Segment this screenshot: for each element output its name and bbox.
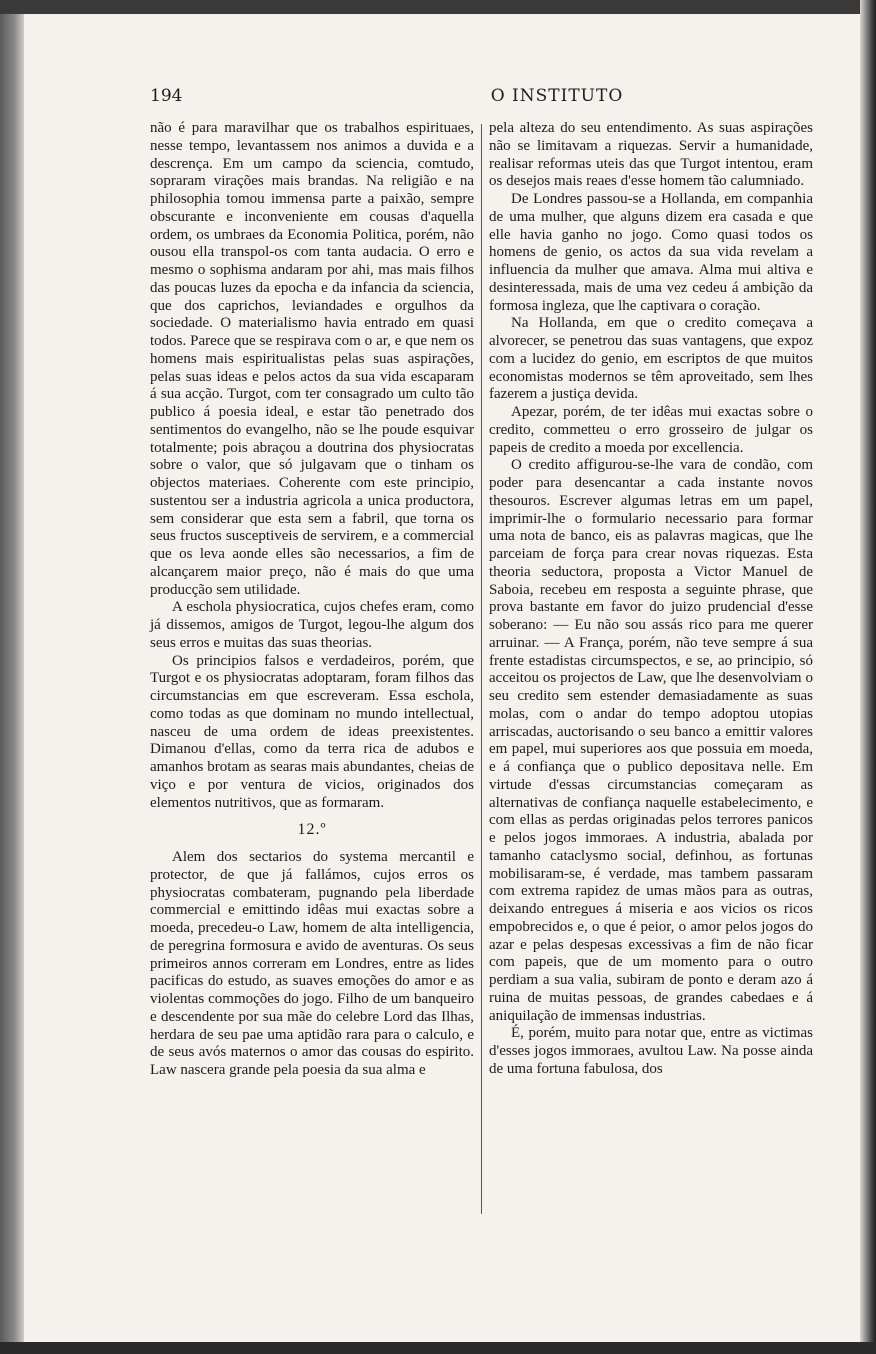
- paragraph: pela alteza do seu entendimento. As suas aspirações não se limitavam a riquezas. Servir a humanidade, realisar reformas uteis das que Turgot intentou, eram os desejos mais reaes d'esse homem tão calumniado.: [489, 120, 813, 190]
- journal-title: O INSTITUTO: [490, 86, 624, 106]
- paragraph: Os principios falsos e verdadeiros, porém, que Turgot e os physiocratas adoptaram, foram filhos das circumstancias em que escreveram. Essa eschola, como todas as que dominam no mundo intellectual, nasceu de uma ordem de ideas preexistentes. Dimanou d'ellas, como da terra rica de adubos e amanhos brotam as searas mais abundantes, cheias de viço e por ventura de vicios, originados dos elementos nutritivos, que as formaram.: [150, 652, 474, 811]
- book-spine-edge: [0, 14, 24, 1354]
- section-heading: 12.º: [297, 821, 327, 839]
- scan-bottom-edge: [0, 1342, 876, 1354]
- paragraph: De Londres passou-se a Hollanda, em companhia de uma mulher, que alguns dizem era casada e que elle havia ganho no jogo. Como quasi todos os homens de genio, os actos da sua vida revelam a influencia da mulher que amava. Alma mui altiva e desinteressada, mais de uma vez cedeu á ambição da formosa ingleza, que lhe captivara o coração.: [489, 191, 813, 314]
- left-column: [150, 120, 474, 1080]
- paragraph: Na Hollanda, em que o credito começava a alvorecer, se penetrou das suas vantagens, que expoz com a lucidez do genio, em escriptos de que muitos economistas modernos se têm aproveitado, sem lhes fazerem a justiça devida.: [489, 315, 813, 403]
- column-divider: [481, 124, 482, 1214]
- paragraph: É, porém, muito para notar que, entre as victimas d'esses jogos immoraes, avultou Law. Na posse ainda de uma fortuna fabulosa, dos: [489, 1025, 813, 1077]
- scan-top-edge: [0, 0, 876, 14]
- scan-right-edge: [860, 0, 876, 1354]
- paragraph: não é para maravilhar que os trabalhos espirituaes, nesse tempo, levantassem nos animos a duvida e a descrença. Em um campo da sciencia, comtudo, sopraram virações mais brandas. Na religião e na philosophia tomou immensa parte a paixão, sempre obscurante e inconveniente em cousas d'aquella ordem, os umbraes da Economia Politica, porém, não ousou ella transpol-os com tanta audacia. O erro e mesmo o sophisma andaram por ahi, mas mais filhos das poucas luzes da epocha e da infancia da sciencia, que dos caprichos, leviandades e orgulhos da sociedade. O materialismo havia entrado em quasi todos. Parece que se respirava com o ar, e que nem os homens mais espiritualistas pelas suas aspirações, pelas suas ideas e pelos actos da sua vida escaparam á sua acção. Turgot, com ter consagrado um culto tão publico á poesia ideal, e estar tão penetrado dos sentimentos do evangelho, não se lhe poude esquivar totalmente; pois abraçou a doutrina dos physiocratas sobre o valor, que só julgavam que o tinham os objectos materiaes. Coherente com este principio, sustentou ser a industria agricola a unica productora, sem considerar que esta sem a fabril, que torna os seus fructos susceptiveis de servirem, e a commercial que os leva aonde elles são necessarios, a fim de alcançarem maior preço, não é mais do que uma producção sem utilidade.: [150, 120, 474, 598]
- paragraph: A eschola physiocratica, cujos chefes eram, como já dissemos, amigos de Turgot, legou-lhe algum dos seus erros e muitas das suas theorias.: [150, 599, 474, 651]
- paragraph: O credito affigurou-se-lhe vara de condão, com poder para desencantar a cada instante novos thesouros. Escrever algumas letras em um papel, imprimir-lhe o formulario necessario para formar uma nota de banco, eis as palavras magicas, que lhe parceiam de força para crear novas riquezas. Esta theoria seductora, proposta a Victor Manuel de Saboia, recebeu em resposta a seguinte phrase, que prova bastante em favor do juizo prudencial d'esse soberano: — Eu não sou assás rico para me querer arruinar. — A França, porém, não teve sempre á sua frente estadistas circumspectos, e se, ao principio, só acceitou os projectos de Law, que lhe desenvolviam o seu credito sem estender demasiadamente as suas molas, com o andar do tempo adoptou utopias arriscadas, auctorisando o seu banco a emittir valores em papel, mui superiores aos que possuia em moeda, e á confiança que o publico depositava nelle. Em virtude d'essas circumstancias começaram as alternativas de confiança naquelle estabelecimento, e com ellas as perdas originadas pelos terrores panicos e pelos jogos immoraes. A industria, abalada por tamanho cataclysmo social, definhou, as fortunas mobilisaram-se, é verdade, mas tambem passaram com extrema rapidez de umas mãos para as outras, deixando entregues á miseria e aos vicios os ricos empobrecidos e, o que é peior, o amor pelos jogos do azar e pelas despesas excessivas a fim de não ficar com papeis, que de um momento para o outro perdiam a sua valia, subiram de ponto e deram azo á ruina de muitas pessoas, de grandes cabedaes e á aniquilação de immensas industrias.: [489, 457, 813, 1024]
- page-number: 194: [150, 86, 183, 106]
- paragraph: Apezar, porém, de ter idêas mui exactas sobre o credito, commetteu o erro grosseiro de julgar os papeis de credito a moeda por excellencia.: [489, 404, 813, 456]
- right-column: [489, 120, 813, 1079]
- running-head: [150, 86, 814, 110]
- paragraph: Alem dos sectarios do systema mercantil e protector, de que já fallámos, cujos erros os physiocratas combateram, pugnando pela liberdade commercial e emittindo idêas mui exactas sobre a moeda, precedeu-o Law, homem de alta intelligencia, de peregrina formosura e avido de aventuras. Os seus primeiros annos correram em Londres, entre as lides pacificas do estudo, as suaves emoções do amor e as violentas commoções do jogo. Filho de um banqueiro e descendente por sua mãe do celebre Lord das Ilhas, herdara de seu pae uma aptidão rara para o calculo, e de seus avós maternos o amor das cousas do espirito. Law nascera grande pela poesia da sua alma e: [150, 849, 474, 1078]
